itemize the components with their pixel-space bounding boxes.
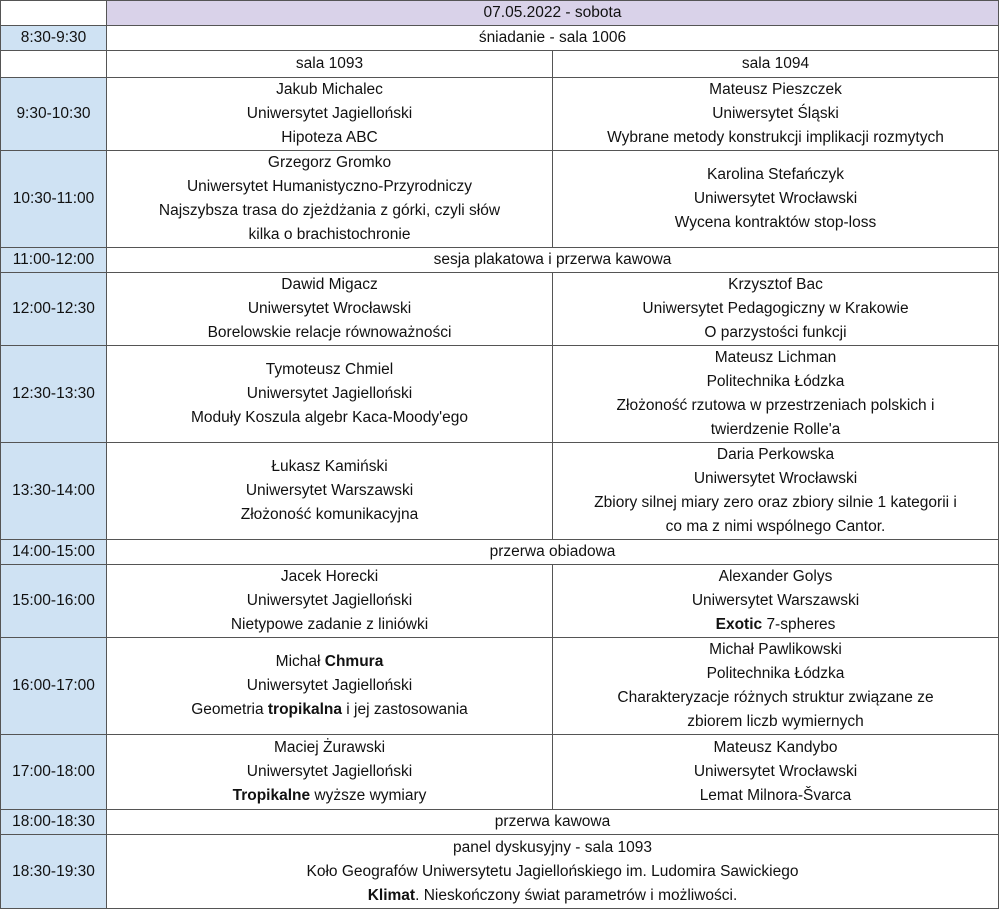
cell-line: Wycena kontraktów stop-loss (674, 214, 877, 231)
cell-line: Najszybsza trasa do zjeżdżania z górki, czyli słów (158, 202, 501, 219)
time-cell: 12:00-12:30 (1, 273, 107, 346)
schedule-body (1, 1, 999, 909)
cell-line: Uniwersytet Wrocławski (247, 300, 412, 317)
cell-line: Maciej Żurawski (273, 739, 386, 756)
cell-line: Uniwersytet Jagielloński (246, 763, 413, 780)
cell-line: Nietypowe zadanie z liniówki (230, 616, 429, 633)
talk-cell (107, 346, 553, 443)
cell-line: Lemat Milnora-Švarca (699, 787, 852, 804)
talk-cell (553, 78, 999, 151)
table-row (1, 835, 999, 909)
talk-cell (553, 346, 999, 443)
time-cell: 18:00-18:30 (1, 810, 107, 835)
cell-line: Daria Perkowska (716, 446, 835, 463)
table-row (1, 443, 999, 540)
cell-line: Mateusz Kandybo (713, 739, 838, 756)
span-cell (107, 810, 999, 835)
talk-cell (553, 151, 999, 248)
cell-line: Uniwersytet Jagielloński (246, 385, 413, 402)
table-row (1, 735, 999, 810)
cell-line: Alexander Golys (718, 568, 833, 585)
time-cell: 11:00-12:00 (1, 248, 107, 273)
talk-cell (107, 638, 553, 735)
talk-cell (107, 78, 553, 151)
cell-line: Politechnika Łódzka (706, 373, 845, 390)
talk-cell (553, 638, 999, 735)
cell-line: Koło Geografów Uniwersytetu Jagiellońskiego im. Ludomira Sawickiego (306, 862, 799, 880)
talk-cell (553, 565, 999, 638)
bold-word: tropikalna (267, 701, 342, 718)
cell-line: Karolina Stefańczyk (707, 166, 844, 183)
table-row (1, 78, 999, 151)
cell-line: Uniwersytet Warszawski (245, 482, 414, 499)
cell-line: kilka o brachistochronie (248, 226, 411, 243)
span-cell (107, 26, 999, 51)
talk-cell (553, 443, 999, 540)
span-cell (107, 540, 999, 565)
time-cell: 16:00-17:00 (1, 638, 107, 735)
room-header: sala 1094 (553, 51, 999, 78)
time-cell: 13:30-14:00 (1, 443, 107, 540)
cell-line: Uniwersytet Jagielloński (246, 677, 413, 694)
talk-cell (553, 273, 999, 346)
cell-line: Uniwersytet Jagielloński (246, 592, 413, 609)
cell-line: Klimat. Nieskończony świat parametrów i możliwości. (367, 886, 738, 904)
time-cell: 14:00-15:00 (1, 540, 107, 565)
cell-line: Dawid Migacz (281, 276, 378, 293)
cell-line: Michał Pawlikowski (709, 641, 842, 658)
cell-line: Charakteryzacje różnych struktur związane ze (617, 689, 934, 706)
cell-line: co ma z nimi wspólnego Cantor. (665, 518, 886, 535)
cell-line: Uniwersytet Wrocławski (693, 763, 858, 780)
cell-line: śniadanie - sala 1006 (478, 29, 627, 46)
cell-line: Tropikalne wyższe wymiary (232, 787, 427, 804)
bold-word: Exotic (715, 616, 763, 633)
talk-cell (553, 735, 999, 810)
table-row (1, 26, 999, 51)
date-row (1, 1, 999, 26)
corner-cell (1, 51, 107, 78)
room-header: sala 1093 (107, 51, 553, 78)
date-header: 07.05.2022 - sobota (107, 1, 999, 26)
cell-line: Uniwersytet Wrocławski (693, 190, 858, 207)
cell-line: przerwa obiadowa (489, 543, 616, 560)
cell-line: sesja plakatowa i przerwa kawowa (433, 251, 672, 268)
table-row (1, 346, 999, 443)
cell-line: Exotic 7-spheres (715, 616, 836, 633)
table-row (1, 273, 999, 346)
cell-line: Borelowskie relacje równoważności (207, 324, 452, 341)
table-row (1, 810, 999, 835)
time-cell: 15:00-16:00 (1, 565, 107, 638)
cell-line: Uniwersytet Śląski (712, 105, 839, 122)
cell-line: Złożoność rzutowa w przestrzeniach polskich i (616, 397, 935, 414)
corner-cell (1, 1, 107, 26)
cell-line: Hipoteza ABC (281, 129, 378, 146)
cell-line: Uniwersytet Warszawski (691, 592, 860, 609)
cell-line: Zbiory silnej miary zero oraz zbiory silnie 1 kategorii i (594, 494, 957, 511)
cell-line: Jakub Michalec (276, 81, 383, 98)
table-row (1, 565, 999, 638)
cell-line: Uniwersytet Humanistyczno-Przyrodniczy (186, 178, 473, 195)
cell-line: Łukasz Kamiński (271, 458, 388, 475)
cell-line: Moduły Koszula algebr Kaca-Moody'ego (191, 409, 468, 426)
cell-line: Wybrane metody konstrukcji implikacji rozmytych (607, 129, 944, 146)
cell-line: Grzegorz Gromko (267, 154, 392, 171)
cell-line: Mateusz Pieszczek (709, 81, 842, 98)
talk-cell (107, 565, 553, 638)
cell-line: przerwa kawowa (494, 813, 611, 830)
span-cell (107, 248, 999, 273)
talk-cell (107, 443, 553, 540)
cell-line: Michał Chmura (275, 653, 384, 670)
span-cell (107, 835, 999, 909)
time-cell: 8:30-9:30 (1, 26, 107, 51)
cell-line: Jacek Horecki (280, 568, 379, 585)
cell-line: Geometria tropikalna i jej zastosowania (191, 701, 468, 718)
talk-cell (107, 735, 553, 810)
bold-word: Klimat (367, 886, 416, 904)
bold-word: Chmura (324, 653, 384, 670)
table-row (1, 248, 999, 273)
cell-line: panel dyskusyjny - sala 1093 (452, 838, 653, 856)
table-row (1, 638, 999, 735)
cell-line: Krzysztof Bac (728, 276, 823, 293)
room-row (1, 51, 999, 78)
cell-line: Politechnika Łódzka (706, 665, 845, 682)
time-cell: 18:30-19:30 (1, 835, 107, 909)
cell-line: Złożoność komunikacyjna (240, 506, 419, 523)
cell-line: O parzystości funkcji (704, 324, 847, 341)
talk-cell (107, 273, 553, 346)
cell-line: Uniwersytet Jagielloński (246, 105, 413, 122)
cell-line: Uniwersytet Wrocławski (693, 470, 858, 487)
time-cell: 9:30-10:30 (1, 78, 107, 151)
time-cell: 12:30-13:30 (1, 346, 107, 443)
time-cell: 10:30-11:00 (1, 151, 107, 248)
cell-line: Uniwersytet Pedagogiczny w Krakowie (642, 300, 909, 317)
table-row (1, 151, 999, 248)
table-row (1, 540, 999, 565)
cell-line: zbiorem liczb wymiernych (687, 713, 864, 730)
time-cell: 17:00-18:00 (1, 735, 107, 810)
cell-line: Mateusz Lichman (714, 349, 837, 366)
bold-word: Tropikalne (232, 787, 311, 804)
cell-line: Tymoteusz Chmiel (265, 361, 394, 378)
cell-line: twierdzenie Rolle'a (710, 421, 841, 438)
talk-cell (107, 151, 553, 248)
